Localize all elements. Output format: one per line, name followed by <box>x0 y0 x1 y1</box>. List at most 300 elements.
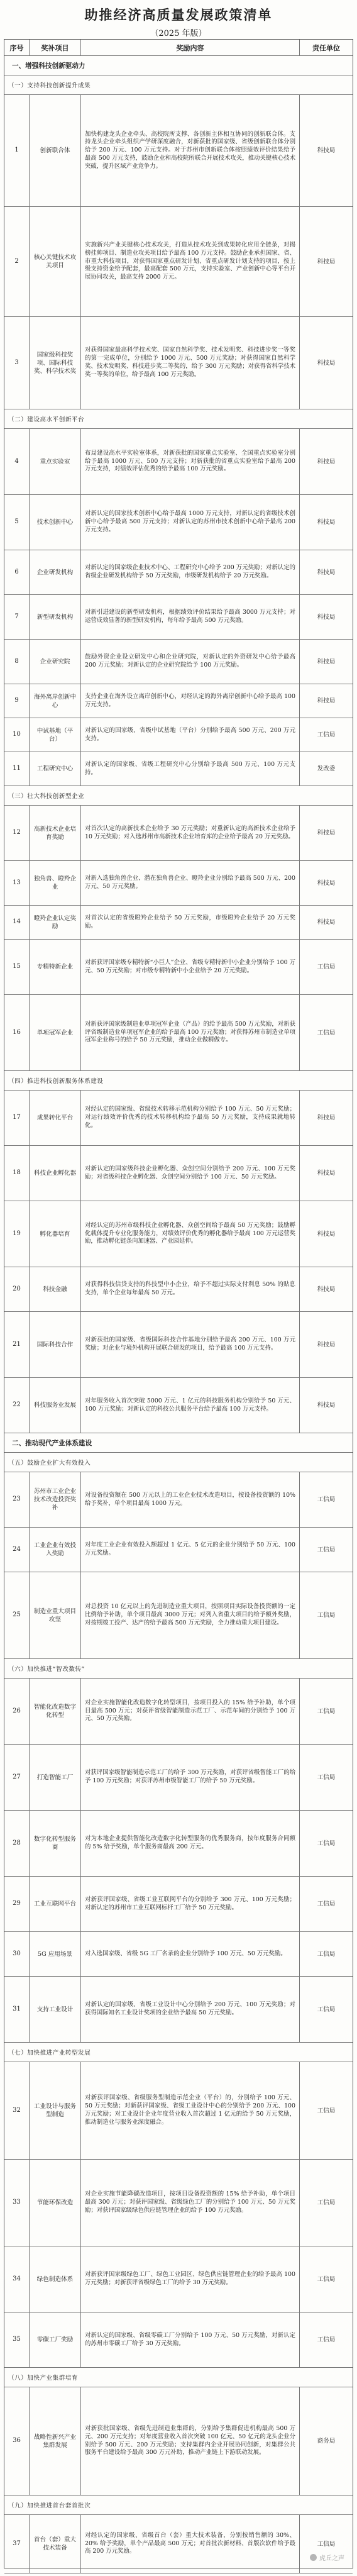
row-responsible-unit <box>300 207 353 316</box>
row-item-name <box>30 1977 81 2042</box>
table-row <box>4 1811 353 1877</box>
subsection-heading: （五）鼓励企业扩大有效投入 <box>4 1453 353 1472</box>
row-item-name-text: 打造智能工厂 <box>36 1774 74 1781</box>
row-responsible-unit <box>300 1877 353 1931</box>
row-item-name-text: 首台（套）重大技术装备 <box>33 2536 77 2551</box>
table-row <box>4 495 353 550</box>
row-content <box>81 1977 300 2042</box>
row-content-text: 对新引进建设的新型研发机构，根据绩效评价结果给予最高 3000 万元支持；对运营成效显著的新型研发机构，每年给予最高 500 万元奖励。 <box>85 609 295 624</box>
row-content <box>81 752 300 786</box>
row-content <box>81 1146 300 1201</box>
row-item-name-text: 节能环保改造 <box>36 2199 74 2206</box>
row-item-name <box>30 806 81 860</box>
row-item-name <box>30 595 81 639</box>
table-row <box>4 995 353 1071</box>
watermark <box>310 2553 344 2562</box>
row-content-text: 对新获评国家级制造业单项冠军企业（产品）的给予最高 500 万元奖励，对新获评省级制造业单项冠军企业的给予最高 100 万元奖励；对获得苏州市制造业单项冠军企业称号的给予 50 万元奖励，推动企业做精做专。 <box>85 1020 295 1044</box>
row-number <box>4 2062 30 2159</box>
row-number-text: 25 <box>13 1611 21 1619</box>
row-content-text: 对新认定的国家级科技企业孵化器、众创空间分别给予 200 万元、100 万元奖励；对省级科技企业孵化器、众创空间分别给予 100 万元、50 万元奖励。 <box>85 1165 295 1180</box>
row-responsible-unit <box>300 595 353 639</box>
row-content <box>81 95 300 206</box>
row-item-name-text: 国家级科技奖项、国际科技奖、科学技术奖 <box>33 351 77 375</box>
row-content <box>81 595 300 639</box>
row-content-text: 对新认定的国家级企业技术中心、工程研究中心给予 200 万元奖励；对新认定的省级企业研发机构给予 50 万元奖励，市级研发机构给予 20 万元奖励。 <box>85 564 295 579</box>
table-row <box>4 640 353 684</box>
row-responsible-unit-text: 工信局 <box>317 1774 336 1781</box>
row-content <box>81 1091 300 1145</box>
row-responsible-unit-text: 发改委 <box>317 765 336 772</box>
row-content-text: 对设备投资额在 500 万元以上的工业企业技术改造项目，按设备投资额的 10% 给予奖补，单个项目最高 1000 万元。 <box>85 1491 295 1507</box>
row-responsible-unit-text: 科技局 <box>317 658 336 665</box>
table-row <box>4 595 353 640</box>
row-item-name <box>30 718 81 752</box>
row-responsible-unit-text: 科技局 <box>317 697 336 704</box>
row-number <box>4 1201 30 1267</box>
row-item-name-text: 中试基地（平台） <box>36 727 74 743</box>
row-item-name <box>30 995 81 1070</box>
row-item-name-text: 企业研发机构 <box>36 569 74 576</box>
row-responsible-unit-text: 商务局 <box>317 2438 336 2445</box>
table-row <box>4 550 353 595</box>
table-row <box>4 207 353 317</box>
row-item-name <box>30 2387 81 2495</box>
row-content-text: 对经认定的国家级、省级首台（套）重大技术装备，分别按销售额的 30%、20% 给予奖励，单个产品最高 500 万元；对首批次新材料、首版次软件给予最高 200 万元奖励。 <box>85 2531 295 2555</box>
table-row <box>4 1877 353 1932</box>
table-row <box>4 1932 353 1977</box>
row-number <box>4 495 30 550</box>
table-row <box>4 2246 353 2312</box>
row-responsible-unit-text: 工信局 <box>317 1029 336 1036</box>
row-number <box>4 752 30 786</box>
header-no: 序号 <box>4 40 30 55</box>
row-number-text: 12 <box>13 829 21 836</box>
row-responsible-unit <box>300 1146 353 1201</box>
row-responsible-unit-text: 科技局 <box>317 258 336 265</box>
row-content-text: 布局建设高水平实验室体系，对新获批的国家重点实验室、全国重点实验室分别给予最高 1000 万元、500 万元支持；对新获批的省重点实验室给予最高 200 万元支持，对绩效评估优秀的给予最高 100 万元奖励。 <box>85 449 295 473</box>
row-number-text: 1 <box>14 147 19 154</box>
row-item-name <box>30 1091 81 1145</box>
row-responsible-unit <box>300 1267 353 1311</box>
row-item-name-text: 5G 应用场景 <box>37 1950 73 1958</box>
row-item-name-text: 独角兽、瞪羚企业 <box>33 875 77 891</box>
row-content-text: 对新认定的国家级、省级零碳工厂分别给予 100 万元、50 万元奖励，对新认定的苏州市零碳工厂给予 30 万元奖励。 <box>85 2331 295 2347</box>
row-item-name-text: 海外离岸创新中心 <box>33 693 77 709</box>
row-item-name <box>30 1572 81 1658</box>
row-item-name <box>30 95 81 206</box>
row-item-name-text: 工业企业有效投入奖励 <box>33 1542 77 1557</box>
row-responsible-unit <box>300 1745 353 1810</box>
row-item-name <box>30 906 81 939</box>
row-responsible-unit <box>300 1472 353 1527</box>
row-item-name <box>30 550 81 594</box>
row-content-text: 对为本地企业提供智能化改造数字化转型服务的优秀服务商，按年度服务合同额的 5% 给予奖励，单个服务商最高 200 万元。 <box>85 1835 295 1850</box>
row-item-name-text: 科技金融 <box>43 1285 67 1293</box>
row-number-text: 33 <box>13 2199 21 2206</box>
wechat-logo-icon <box>310 2554 317 2561</box>
subsection-heading: （一）支持科技创新提升成果 <box>4 75 353 95</box>
subsection-heading: （六）加快推进“智改数转” <box>4 1659 353 1679</box>
row-responsible-unit <box>300 495 353 550</box>
table-header-row <box>4 40 353 56</box>
row-responsible-unit-text: 科技局 <box>317 879 336 887</box>
row-content <box>81 640 300 684</box>
row-responsible-unit-text: 工信局 <box>317 2540 336 2548</box>
row-number <box>4 1472 30 1527</box>
watermark-text: 虎丘之声 <box>319 2555 344 2562</box>
row-number <box>4 640 30 684</box>
row-item-name <box>30 1267 81 1311</box>
table-row <box>4 684 353 718</box>
row-content <box>81 2312 300 2367</box>
row-responsible-unit <box>300 906 353 939</box>
table-row <box>4 1267 353 1312</box>
row-content-text: 加快构建龙头企业牵头、高校院所支撑、各创新主体相互协同的创新联合体。支持龙头企业牵头组织产学研深度融合，对新获批的国家级、省级创新联合体分别给予 200 万元、100 万元支持。对于苏州市创新联合体按照绩效评价结果给予最高 500 万元支持，鼓励企业和高校院所联合开展技术攻关，推动关键核心技术突破，提升区域产业竞争力。 <box>85 130 295 170</box>
row-item-name-text: 企业研究院 <box>40 658 70 665</box>
row-content-text: 对入选国家级、省级 5G 工厂名录的企业分别给予 100 万元、50 万元奖励。 <box>85 1950 287 1957</box>
row-content <box>81 861 300 905</box>
row-number-text: 27 <box>13 1773 21 1780</box>
row-responsible-unit-text: 科技局 <box>317 458 336 465</box>
row-item-name <box>30 1679 81 1744</box>
row-content-text: 对新获评国家级绿色工厂、绿色工业园区、绿色供应链管理企业的给予最高 100 万元奖励；对新获评省级绿色工厂的给予 30 万元奖励。 <box>85 2271 295 2286</box>
row-number-text: 18 <box>13 1169 21 1177</box>
row-number-text: 5 <box>14 518 19 526</box>
row-item-name <box>30 1201 81 1267</box>
row-item-name <box>30 317 81 409</box>
row-item-name <box>30 2312 81 2367</box>
row-number <box>4 940 30 994</box>
row-number <box>4 995 30 1070</box>
table-row <box>4 1472 353 1528</box>
row-number-text: 28 <box>13 1839 21 1846</box>
row-responsible-unit-text: 工信局 <box>317 1950 336 1958</box>
row-item-name <box>30 2062 81 2159</box>
row-content-text: 对首次认定的高新技术企业给予 30 万元奖励；对重新认定的高新技术企业给予 10 万元奖励；对入选苏州市高新技术企业培育库的企业给予最高 20 万元奖励。 <box>85 824 295 840</box>
row-responsible-unit <box>300 940 353 994</box>
row-content-text: 对企业实施智能化改造数字化转型项目，按项目投入的 15% 给予补助，单个项目最高 500 万元；对获评省级智能制造示范工厂、示范车间的分别给予 100 万元、50 万元奖励。 <box>85 1699 295 1723</box>
row-number-text: 31 <box>13 2005 21 2012</box>
section-heading: 一、增强科技创新驱动力 <box>4 56 353 75</box>
row-responsible-unit-text: 科技局 <box>317 569 336 576</box>
row-content-text: 对年服务收入首次突破 5000 万元、1 亿元的科技服务机构分别给予 50 万元、100 万元奖励；对新认定的科技公共服务平台给予最高 100 万元支持。 <box>85 1397 295 1413</box>
table-row <box>4 1679 353 1745</box>
table-row <box>4 2387 353 2496</box>
row-content <box>81 429 300 494</box>
row-content <box>81 1745 300 1810</box>
row-content-text: 对首次认定的省级瞪羚企业给予 50 万元奖励，市级瞪羚企业给予 20 万元奖励。 <box>85 914 295 930</box>
row-item-name <box>30 2515 81 2573</box>
row-content <box>81 2160 300 2246</box>
row-content <box>81 1312 300 1377</box>
row-content-text: 对新获批国家级、省级先进制造业集群的，分别给予集群促进机构最高 500 万元、200 万元支持；对年度营业收入首次突破 100 亿元、50 亿元的龙头企业分别给予 500 万元、200 万元奖励；支持集群内企业开展协同创新，对集群公共服务平台建设给予最高 300 万元补助，推动产业链上下游联动发展。 <box>85 2424 295 2457</box>
header-content: 奖励内容 <box>81 40 300 55</box>
header-unit: 责任单位 <box>312 43 340 52</box>
row-number <box>4 2515 30 2573</box>
row-number <box>4 1528 30 1572</box>
row-number-text: 34 <box>13 2275 21 2282</box>
row-content-text: 对获得国家最高科学技术奖、国家自然科学奖、技术发明奖、科技进步奖一等奖的第一完成单位，分别给予 1000 万元、500 万元奖励；对获得国家自然科学奖、技术发明奖、科技进步奖二等奖的，给予 300 万元奖励；对获得省科学技术奖一等奖的单位，给予最高 100 万元奖励。 <box>85 347 295 378</box>
table-row <box>4 940 353 995</box>
row-item-name-text: 支持工业设计 <box>36 2006 74 2013</box>
table-row <box>4 1977 353 2043</box>
row-number <box>4 861 30 905</box>
row-item-name <box>30 1312 81 1377</box>
row-number <box>4 1932 30 1976</box>
row-responsible-unit <box>300 995 353 1070</box>
row-number-text: 36 <box>13 2437 21 2445</box>
row-item-name <box>30 752 81 786</box>
table-row <box>4 1528 353 1572</box>
row-number-text: 17 <box>13 1114 21 1121</box>
table-row <box>4 2312 353 2368</box>
row-responsible-unit-text: 工信局 <box>317 731 336 738</box>
row-number-text: 35 <box>13 2336 21 2343</box>
subsection-heading: （九）加快推进首台套首批次 <box>4 2496 353 2515</box>
row-content-text: 对经认定的苏州市级科技企业孵化器、众创空间给予最高 50 万元奖励；鼓励孵化载体提升专业化服务能力，对绩效评价优秀的孵化器给予最高 100 万元运营奖励，推动孵化链条向加速器、产业园延伸。 <box>85 1221 295 1245</box>
row-responsible-unit <box>300 1201 353 1267</box>
row-responsible-unit-text: 工信局 <box>317 2107 336 2114</box>
row-responsible-unit-text: 科技局 <box>317 613 336 621</box>
row-number <box>4 95 30 206</box>
row-item-name-text: 国际科技合作 <box>36 1341 74 1348</box>
row-item-name <box>30 861 81 905</box>
row-content-text: 对企业实施节能降碳改造项目，按项目设备投资额的 15% 给予补助，单个项目最高 300 万元；对获评国家级、省级绿色工厂的分别给予 100 万元、50 万元奖励；对获评国家级绿色供应链管理企业的给予 100 万元奖励。 <box>85 2190 295 2214</box>
table-row <box>4 317 353 409</box>
row-number <box>4 2160 30 2246</box>
row-responsible-unit <box>300 1932 353 1976</box>
row-number-text: 30 <box>13 1950 21 1957</box>
subsection-heading: （二）建设高水平创新平台 <box>4 409 353 429</box>
row-item-name-text: 科技企业孵化器 <box>33 1170 77 1177</box>
row-number <box>4 684 30 718</box>
row-responsible-unit <box>300 317 353 409</box>
row-number-text: 9 <box>14 697 19 704</box>
row-responsible-unit <box>300 1378 353 1433</box>
table-row <box>4 1312 353 1378</box>
row-number <box>4 595 30 639</box>
row-content <box>81 718 300 752</box>
row-item-name-text: 新型研发机构 <box>36 613 74 621</box>
row-responsible-unit <box>300 806 353 860</box>
row-number-text: 7 <box>14 613 19 620</box>
row-content-text: 对新获评国家级专精特新“小巨人”企业、省级专精特新中小企业分别给予 100 万元、50 万元奖励；对市级专精特新中小企业给予 20 万元奖励。 <box>85 958 295 974</box>
row-responsible-unit <box>300 684 353 718</box>
row-responsible-unit-text: 工信局 <box>317 1546 336 1553</box>
row-item-name-text: 工程研究中心 <box>36 765 74 772</box>
row-number-text: 19 <box>13 1230 21 1237</box>
row-content <box>81 995 300 1070</box>
row-content <box>81 806 300 860</box>
row-content-text: 对总投资 10 亿元以上的先进制造业重大项目，按照项目实际设备投资额的一定比例给予补助，单个项目最高 3000 万元；对列入省重大项目的给予额外奖励，对按期竣工投产、达产的给予最高 500 万元奖励，全力推动重大项目建设。 <box>85 1603 295 1626</box>
row-item-name-text: 瞪羚企业认定奖励 <box>33 914 77 930</box>
row-responsible-unit <box>300 1528 353 1572</box>
row-responsible-unit <box>300 2387 353 2495</box>
row-content <box>81 1679 300 1744</box>
row-content <box>81 2515 300 2573</box>
row-responsible-unit-text: 工信局 <box>317 2336 336 2343</box>
row-item-name <box>30 429 81 494</box>
row-responsible-unit <box>300 429 353 494</box>
row-content-text: 对新认定的国家级、省级中试基地（平台）分别给予最高 500 万元、200 万元支持。 <box>85 726 295 742</box>
row-item-name-text: 数字化转型服务商 <box>33 1836 77 1851</box>
row-item-name <box>30 2160 81 2246</box>
row-item-name-text: 战略性新兴产业集群发展 <box>33 2433 77 2449</box>
row-number <box>4 1811 30 1876</box>
row-item-name-text: 绿色制造体系 <box>36 2275 74 2283</box>
row-responsible-unit-text: 科技局 <box>317 147 336 154</box>
row-content <box>81 1572 300 1658</box>
row-responsible-unit-text: 工信局 <box>317 2006 336 2013</box>
row-number <box>4 2312 30 2367</box>
row-content-text: 对新认定的国家技术创新中心给予最高 1000 万元支持，对新认定的省级技术创新中心给予最高 500 万元支持；对新认定的苏州市技术创新中心给予最高 200 万元支持。 <box>85 510 295 533</box>
row-content <box>81 1811 300 1876</box>
row-number-text: 24 <box>13 1545 21 1553</box>
row-item-name <box>30 684 81 718</box>
row-responsible-unit-text: 科技局 <box>317 1341 336 1348</box>
row-content <box>81 2246 300 2312</box>
row-content-text: 实施新兴产业关键核心技术攻关，打造从技术攻关到成果转化应用全链条，对揭榜挂帅项目、制造业攻关项目给予最高 100 万元支持。鼓励企业承担国家、省、市重大科技项目，对获得国家重点研发计划、省重点研发计划支持的项目，按上级支持资金给予配套，最高配套 500 万元，支持实验室、产业创新中心等平台开展协同攻关，最高支持 2000 万元。 <box>85 242 295 281</box>
row-responsible-unit-text: 工信局 <box>317 1612 336 1619</box>
subsection-heading: （三）壮大科技创新型企业 <box>4 786 353 806</box>
row-number-text: 14 <box>13 918 21 926</box>
row-content <box>81 1267 300 1311</box>
row-responsible-unit-text: 科技局 <box>317 519 336 526</box>
row-item-name-text: 高新技术企业培育奖励 <box>33 825 77 841</box>
table-row <box>4 1091 353 1146</box>
table-row <box>4 752 353 786</box>
row-number-text: 15 <box>13 963 21 970</box>
row-responsible-unit <box>300 2062 353 2159</box>
row-content-text: 对新获评国家级、省级服务型制造示范企业（平台）的，分别给予 100 万元、50 万元奖励；对新获评国家级、省级工业设计中心的分别给予 200 万元、100 万元奖励；对工业设计企业年度营业收入首次超过 1 亿元的给予 50 万元奖励，推动制造业与服务业深度融合。 <box>85 2094 295 2126</box>
row-responsible-unit <box>300 2312 353 2367</box>
row-responsible-unit-text: 科技局 <box>317 919 336 926</box>
row-content <box>81 207 300 316</box>
row-item-name-text: 技术创新中心 <box>36 519 74 526</box>
row-item-name-text: 工业互联网平台 <box>33 1901 77 1907</box>
row-number-text: 6 <box>14 568 19 575</box>
row-content <box>81 2062 300 2159</box>
table-row <box>4 906 353 940</box>
row-responsible-unit-text: 科技局 <box>317 1170 336 1177</box>
row-number <box>4 1312 30 1377</box>
row-number-text: 4 <box>14 457 19 465</box>
table-row <box>4 861 353 906</box>
row-responsible-unit <box>300 1312 353 1377</box>
row-responsible-unit-text: 工信局 <box>317 1901 336 1907</box>
row-item-name <box>30 1378 81 1433</box>
row-number-text: 21 <box>13 1340 21 1348</box>
row-number <box>4 550 30 594</box>
table-row <box>4 806 353 861</box>
row-number-text: 26 <box>13 1707 21 1714</box>
row-responsible-unit <box>300 861 353 905</box>
row-item-name <box>30 1528 81 1572</box>
row-item-name-text: 制造业重大项目攻坚 <box>33 1607 77 1623</box>
row-content-text: 对获得科技信贷支持的科技型中小企业，给予不超过实际支付利息 50% 的贴息支持，单个企业每年最高 50 万元。 <box>85 1281 295 1296</box>
row-content <box>81 1528 300 1572</box>
row-responsible-unit-text: 工信局 <box>317 1496 336 1503</box>
row-number <box>4 906 30 939</box>
row-number <box>4 2387 30 2495</box>
row-number <box>4 1977 30 2042</box>
row-content <box>81 495 300 550</box>
row-item-name-text: 科技服务业发展 <box>33 1402 77 1409</box>
row-responsible-unit-text: 科技局 <box>317 359 336 367</box>
row-number-text: 37 <box>13 2540 21 2547</box>
row-content-text: 对年度工业企业有效投入额超过 1 亿元、5 亿元的企业分别给予 50 万元、100 万元奖励。 <box>85 1541 295 1557</box>
row-number-text: 2 <box>14 257 19 265</box>
document-title: 助推经济高质量发展政策清单 <box>84 7 273 23</box>
table-row <box>4 1745 353 1811</box>
row-content-text: 对新获批的国家级、省级国际科技合作基地分别给予最高 200 万元、100 万元奖励；对企业与境外机构开展联合研发的项目，给予最高 100 万元支持。 <box>85 1336 295 1352</box>
row-item-name <box>30 495 81 550</box>
row-content <box>81 684 300 718</box>
row-number <box>4 317 30 409</box>
subsection-heading: （四）推进科技创新服务体系建设 <box>4 1071 353 1091</box>
row-number <box>4 1146 30 1201</box>
row-item-name <box>30 2246 81 2312</box>
row-number <box>4 1745 30 1810</box>
row-item-name-text: 单项冠军企业 <box>36 1029 74 1036</box>
row-content-text: 支持企业在海外设立离岸创新中心，对经认定的海外离岸创新中心给予最高 100 万元支持。 <box>85 692 295 708</box>
row-responsible-unit <box>300 2246 353 2312</box>
row-responsible-unit-text: 科技局 <box>317 830 336 836</box>
row-number-text: 11 <box>13 765 21 772</box>
row-responsible-unit <box>300 1811 353 1876</box>
table-row <box>4 2515 353 2573</box>
row-number <box>4 207 30 316</box>
row-item-name <box>30 1932 81 1976</box>
table-row <box>4 2160 353 2246</box>
row-number <box>4 1679 30 1744</box>
row-content-text: 对新认定的国家级、省级工程研究中心分别给予最高 500 万元、100 万元支持。 <box>85 760 295 776</box>
row-responsible-unit <box>300 95 353 206</box>
row-content <box>81 1201 300 1267</box>
table-row <box>4 95 353 207</box>
row-number-text: 16 <box>13 1028 21 1036</box>
row-number-text: 32 <box>13 2106 21 2114</box>
row-content <box>81 1932 300 1976</box>
row-content-text: 对新获评国家级、省级工业互联网平台的分别给予 300 万元、100 万元奖励；对新认定的苏州市工业互联网标杆工厂给予 50 万元奖励。 <box>85 1896 295 1911</box>
row-number-text: 22 <box>13 1401 21 1409</box>
row-item-name <box>30 207 81 316</box>
row-content <box>81 1378 300 1433</box>
row-responsible-unit <box>300 752 353 786</box>
row-item-name-text: 工业设计与服务型制造 <box>33 2103 77 2118</box>
row-item-name-text: 专精特新企业 <box>36 963 74 970</box>
table-row <box>4 1201 353 1267</box>
table-row <box>4 429 353 495</box>
row-responsible-unit-text: 科技局 <box>317 1285 336 1293</box>
row-number <box>4 1378 30 1433</box>
row-item-name <box>30 1811 81 1876</box>
row-item-name <box>30 1146 81 1201</box>
row-item-name-text: 苏州市工业企业技术改造投资奖补 <box>33 1488 77 1511</box>
row-number <box>4 806 30 860</box>
row-item-name <box>30 1877 81 1931</box>
row-number <box>4 429 30 494</box>
row-responsible-unit-text: 科技局 <box>317 1114 336 1121</box>
row-number-text: 23 <box>13 1496 21 1503</box>
row-responsible-unit-text: 工信局 <box>317 1840 336 1847</box>
row-content-text: 对获评国家级智能制造示范工厂的给予 300 万元奖励，对获评省级智能工厂的给予 100 万元奖励；对获评苏州市级智能工厂的给予 50 万元奖励。 <box>85 1769 295 1784</box>
row-responsible-unit-text: 工信局 <box>317 2199 336 2206</box>
row-content-text: 对新认定的国家级、省级工业设计中心分别给予 200 万元、100 万元奖励；对获得国际知名工业设计奖项的企业给予最高 50 万元奖励。 <box>85 2001 295 2016</box>
row-responsible-unit <box>300 2160 353 2246</box>
row-item-name-text: 重点实验室 <box>40 458 70 465</box>
row-content-text: 对新入选独角兽企业、潜在独角兽企业、瞪羚企业分别给予最高 500 万元、200 万元、50 万元奖励。 <box>85 875 295 890</box>
